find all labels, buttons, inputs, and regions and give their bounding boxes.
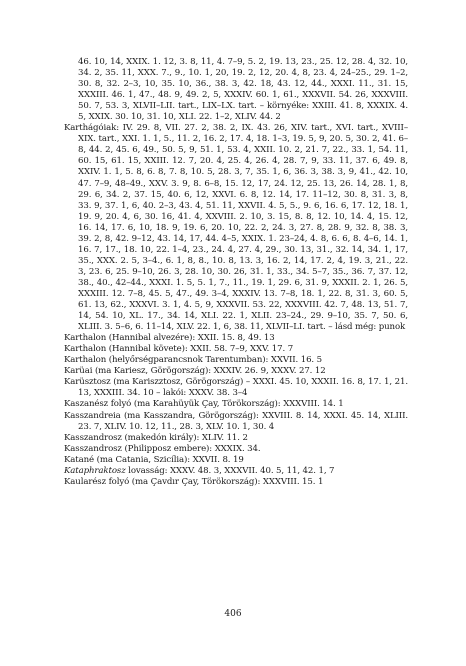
entry-refs: XXXVIII. 15. 1 — [262, 476, 324, 487]
entry-term: Kaszanész folyó (ma Karahüyük Çay, Törökország): — [64, 399, 284, 410]
entry-refs: XXXIX. 34. — [214, 443, 261, 454]
index-entry-kasszandrosz-kiraly — [64, 433, 408, 444]
entry-refs: IV. 29. 8, VII. 27. 2, 38. 2, IX. 43. 26, XIV. tart., XVI. tart., XVIII–XIX. tart., XXI. 1. 1, 5., 11. 2, 16. 2, 17. 4, 18. 1–3, 19. 5, 9, 20. 5, 30. 2, 41. 6–8, 44. 2, 45. 6, 49., 50. 5, 9, 51. 1, 53. 4, XXII. 10. 2, 21. 7, 22., 33. 1, 54. 11, 60. 15, 61. 15, XXIII. 12. 7, 20. 4, 25. 4, 26. 4, 28. 7, 9, 33. 11, 37. 6, 49. 8, XXIV. 1. 1, 5. 8, 6. 8, 7. 8, 10. 5, 28. 3, 7, 35. 1, 6, 36. 3, 38. 3, 9, 41., 42. 10, 47. 7–9, 48–49., XXV. 3. 9, 8. 6–8, 15. 12, 17, 24. 12, 25. 13, 26. 14, 28. 1, 8, 29. 6, 34. 2, 37. 15, 40. 6, 12, XXVI. 6. 8, 12. 14, 17. 11–12, 30. 8, 31. 3, 8, 33. 9, 37. 1, 6, 40. 2–3, 43. 4, 51. 11, XXVII. 4. 5, 5., 9. 6, 16. 6, 17. 12, 18. 1, 19. 9, 20. 4, 6, 30. 16, 41. 4, XXVIII. 2. 10, 3. 15, 8. 8, 12. 10, 14. 4, 15. 12, 16. 14, 17. 6, 10, 18. 9, 19. 6, 20. 10, 22. 2, 24. 3, 27. 8, 28. 9, 32. 8, 38. 3, 39. 2, 8, 42. 9–12, 43. 14, 17, 44. 4–5, XXIX. 1. 23–24, 4. 8, 6. 6, 8. 4–6, 14. 1, 16. 7, 17., 18. 10, 22. 1–4, 23., 24. 4, 27. 4, 29., 30. 13, 31., 32. 14, 34. 1, 17, 35., XXX. 2. 5, 3–4., 6. 1, 8, 8., 10. 8, 13. 3, 16. 2, 14, 17. 2, 4, 19. 3, 21., 22. 3, 23. 6, 25. 9–10, 26. 3, 28. 10, 30. 26, 31. 1, 33., 34. 5–7, 35., 36. 7, 37. 12, 38., 40., 42–44., XXXI. 1. 5, 5. 1, 7., 11., 19. 1, 29. 6, 31. 9, XXXII. 2. 1, 26. 5, XXXIII. 12. 7–8, 45. 5, 47., 49. 3–4, XXXIV. 13. 7–8, 18. 1, 22. 8, 31. 3, 60. 5, 61. 13, 62., XXXVI. 3. 1, 4. 5, 9, XXXVII. 53. 22, XXXVIII. 42. 7, 48. 13, 51. 7, 14, 54. 10, XL. 17., 34. 14, XLI. 22. 1, XLII. 23–24., 29. 9–10, 35. 7, 50. 6, XLIII. 3. 5–6, 6. 11–14, XLV. 22. 1, 6, 38. 11, XLVII–LI. tart. – lásd még: punok — [78, 123, 408, 333]
index-entry-kasszandreia — [64, 411, 408, 433]
entry-term: Katané (ma Catania, Szicília): — [64, 454, 193, 465]
index-entry-kaszanesz — [64, 399, 408, 410]
index-entry-karthalon-helyorseg — [64, 355, 408, 366]
entry-term: Karüsztosz (ma Kariszztosz, Görögország) – — [64, 377, 253, 388]
page-number: 406 — [224, 609, 242, 619]
entry-refs: XXVIII. 8. 14, XXXI. 45. 14, XLIII. 23. 7, XLIV. 10. 12, 11., 28. 3, XLV. 10. 1, 30. 4 — [78, 410, 408, 432]
entry-refs: XXVII. 16. 5 — [270, 355, 322, 366]
entry-term: Kasszandrosz (Philipposz embere): — [64, 443, 215, 454]
entry-term: Karüai (ma Kariesz, Görögország): — [64, 366, 214, 377]
index-entry-kataphraktosz — [64, 466, 408, 477]
index-entry-karusztosz — [64, 377, 408, 399]
entry-refs: XXII. 15. 8, 49. 13 — [197, 333, 275, 344]
entry-term: Kaularész folyó (ma Çavdır Çay, Törökország): — [64, 476, 263, 487]
entry-refs: XXXV. 48. 3, XXXVII. 40. 5, 11, 42. 1, 7 — [170, 465, 335, 476]
entry-refs: XXII. 58. 7–9, XXV. 17. 7 — [190, 344, 294, 355]
entry-refs: XXXVIII. 14. 1 — [283, 399, 344, 410]
index-entry-karthalon-alvezer — [64, 333, 408, 344]
index-entry-katane — [64, 455, 408, 466]
entry-term-italic: Kataphraktosz — [64, 465, 126, 476]
index-entry-karuai — [64, 366, 408, 377]
entry-term: Karthalon (Hannibal követe): — [64, 344, 191, 355]
entry-term-suffix: lovasság: — [125, 465, 170, 476]
index-entry-karthalon-kovet — [64, 344, 408, 355]
entry-refs: 46. 10, 14, XXIX. 1. 12, 3. 8, 11, 4. 7–9, 5. 2, 19. 13, 23., 25. 12, 28. 4, 32. 10, 34. 2, 35. 11, XXX. 7., 9., 10. 1, 20, 19. 2, 12, 20. 4, 8, 23. 4, 24–25., 29. 1–2, 30. 8, 32. 2–3, 10, 35. 10, 36., 38. 3, 42. 18, 43. 12, 44., XXXI. 11., 31. 15, XXXIII. 46. 1, 47., 48. 9, 49. 2, 5, XXXIV. 60. 1, 61., XXXVII. 54. 26, XXXVIII. 50. 7, 53. 3, XLVII–LII. tart., LIX–LX. tart. – környéke: XXIII. 41. 8, XXXIX. 4. 5, XXIX. 30. 10, 31. 10, XLI. 22. 1–2, XLIV. 44. 2 — [78, 57, 408, 123]
index-entry-kaularesz — [64, 477, 408, 488]
entry-term: Karthalon (helyőrségparancsnok Tarentumban): — [64, 355, 271, 366]
entry-term: Karthágóiak: — [64, 123, 123, 134]
entry-refs: XXXIV. 26. 9, XXXV. 27. 12 — [213, 366, 326, 377]
index-entry-karthagoiak — [64, 123, 408, 333]
entry-term: Kasszandrosz (makedón király): — [64, 432, 202, 443]
index-column — [64, 57, 408, 488]
entry-term: Karthalon (Hannibal alvezére): — [64, 333, 198, 344]
entry-refs: XXXI. 45. 10, XXXII. 16. 8, 17. 1, 21. 13, XXXIII. 34. 10 – lakói: XXXV. 38. 3–4 — [78, 377, 408, 399]
index-entry-kasszandrosz-ember — [64, 444, 408, 455]
index-entry-continuation — [64, 57, 408, 123]
entry-term: Kasszandreia (ma Kasszandra, Görögország): — [64, 410, 263, 421]
entry-refs: XXVII. 8. 19 — [192, 454, 244, 465]
entry-refs: XLIV. 11. 2 — [201, 432, 248, 443]
